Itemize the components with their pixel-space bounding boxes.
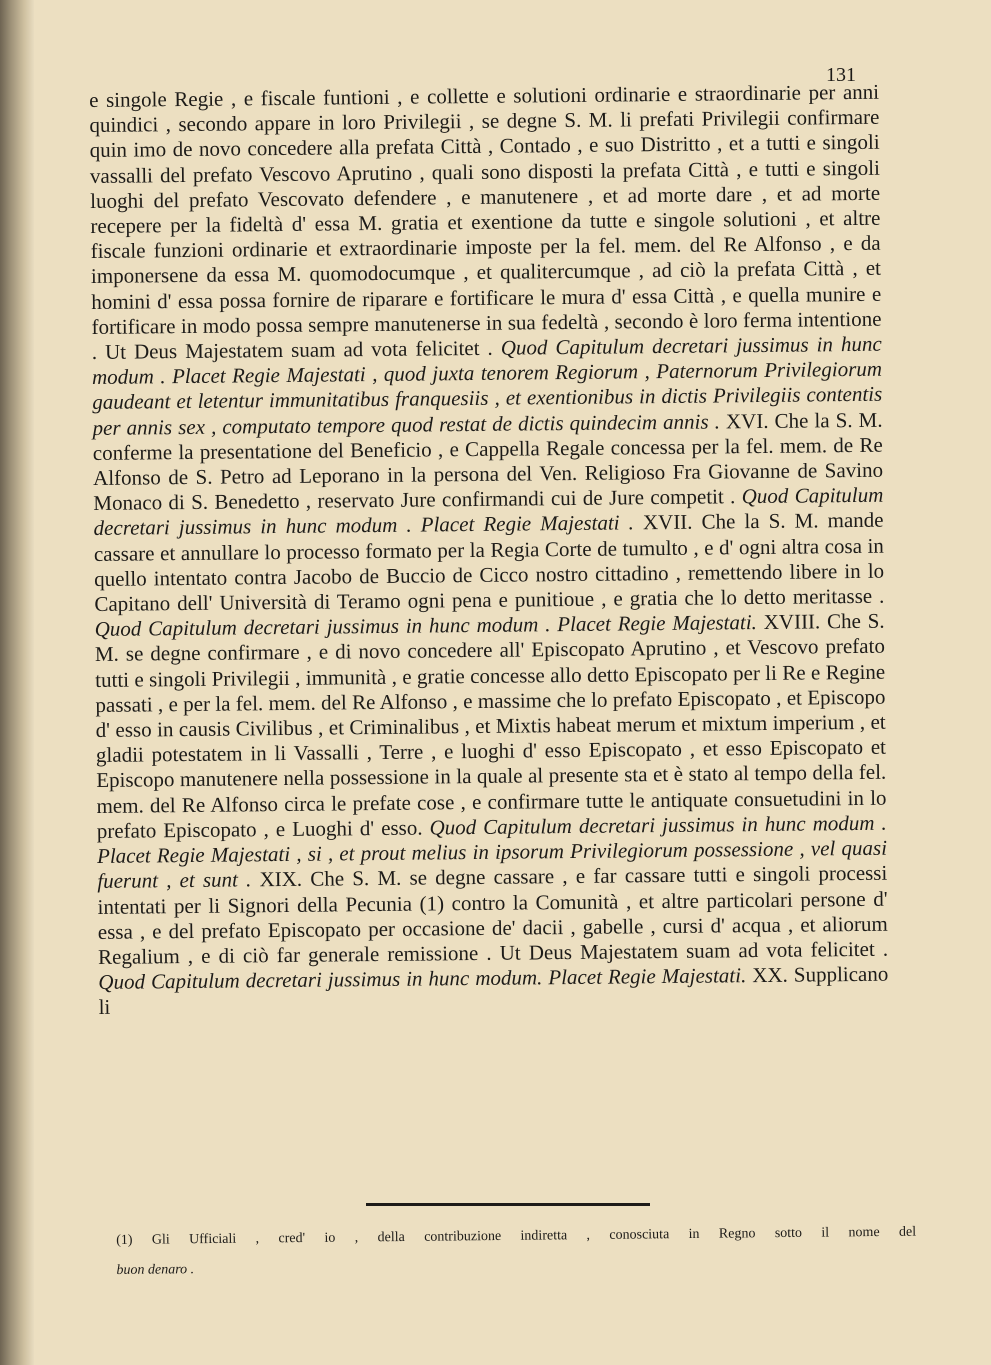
footnote-divider (366, 1203, 650, 1206)
text-segment: XIX. Che S. M. se degne cassare , e far cassare tutti e singoli processi intentati per li Signori della Pecunia (1) contro la Comunità , et altre particolari persone d' essa , e del prefato Episcopato per occasione de' dacii , gabelle , cursi d' acqua , et aliorum Regalium , e di ciò far generale remissione . Ut Deus Majestatem suam ad vota felicitet . (97, 860, 889, 969)
italic-segment: Quod Capitulum decretari jussimus in hunc modum . Placet Regie Majestati . (93, 482, 884, 541)
text-segment: XVI. Che la S. M. conferme la presentatione del Beneficio , e Cappella Regale concessa per la fel. mem. de Re Alfonso de S. Petro ad Leporano in la persona del Ven. Religioso Fra Giovanne de Savino Monaco di S. Benedetto , reservato Jure confirmandi cui de Jure competit . (92, 407, 884, 516)
italic-segment: Quod Capitulum decretari jussimus in hunc modum . Placet Regie Majestati , quod juxta tenorem Regiorum , Paternorum Privilegiorum gaudeant et letentur immunitatibus franquesiis , et exentionibus in dictis Privilegiis contentis per annis sex , computato tempore quod restat de dictis quindecim annis . (91, 331, 883, 440)
italic-segment: Quod Capitulum decretari jussimus in hunc modum . Placet Regie Majestati. (94, 610, 757, 642)
footnote-line-italic: buon denaro . (116, 1262, 195, 1278)
footnote (116, 1218, 917, 1286)
text-segment: XVII. Che la S. M. mande cassare et annullare lo processo formato per la Regia Corte de tumulto , e d' ogni altra cosa in quello intentato contra Jacobo de Buccio de Cicco nostro cittadino , remettendo libere in lo Capitano dell' Università di Teramo ogni pena e punitioue , e gratia che lo detto meritasse . (93, 508, 885, 617)
italic-segment: Quod Capitulum decretari jussimus in hunc modum . Placet Regie Majestati , si , et prout melius in ipsorum Privilegiorum possessione , vel quasi fuerunt , et sunt . (96, 810, 888, 894)
body-text (89, 80, 889, 1021)
page-number: 131 (826, 64, 856, 86)
text-segment: XX. Supplicano li (98, 961, 889, 1020)
book-page (34, 0, 991, 1365)
footnote-line: (1) Gli Ufficiali , cred' io , della contribuzione indiretta , conosciuta in Regno sotto il nome del (116, 1224, 917, 1248)
text-segment: XVIII. Che S. M. se degne confirmare , e di novo concedere all' Episcopato Aprutino , et Vescovo prefato tutti e singoli Privilegii , immunità , e gratie concesse allo detto Episcopato per li Re e Regine passati , e per la fel. mem. del Re Alfonso , e massime che lo prefato Episcopato , et Episcopo d' esso in causis Civilibus , et Criminalibus , et Mixtis habeat merum et mixtum imperium , et gladii potestatem in li Vassalli , Terre , e luoghi d' esso Episcopato , et esso Episcopato et Episcopo manutenere nella possessione in la quale al presente sta et è stato al tempo della fel. mem. del Re Alfonso circa le prefate cose , e confirmare tutte le antiquate consuetudini in lo prefato Episcopato , e Luoghi d' esso. (94, 608, 887, 843)
book-spine-shadow (0, 0, 34, 1365)
body-paragraph (89, 80, 889, 1021)
italic-segment: Quod Capitulum decretari jussimus in hunc modum. Placet Regie Majestati. (98, 963, 747, 995)
text-segment: e singole Regie , e fiscale funtioni , e collette e solutioni ordinarie e straordinarie per anni quindici , secondo appare in loro Privilegii , se degne S. M. li prefati Privilegii confirmare quin imo de novo concedere alla prefata Città , Contado , e suo Distritto , et a tutti e singoli vassalli del prefato Vescovo Aprutino , quali sono disposti la prefata Città , e tutti e singoli luoghi del prefato Vescovato defendere , e manutenere , et ad morte dare , et ad morte recepere per la fideltà d' essa M. gratia et exentione da tutte e singole solutioni , et altre fiscale funzioni ordinarie et extraordinarie imposte per la fel. mem. del Re Alfonso , e da imponersene da essa M. quomodocumque , et qualitercumque , ad ciò la prefata Città , et homini d' essa possa fornire de riparare e fortificare le mura d' essa Città , e quella munire e fortificare in modo possa sempre manutenerse in sua fedeltà , secondo è loro ferma intentione . Ut Deus Majestatem suam ad vota felicitet . (89, 79, 882, 365)
